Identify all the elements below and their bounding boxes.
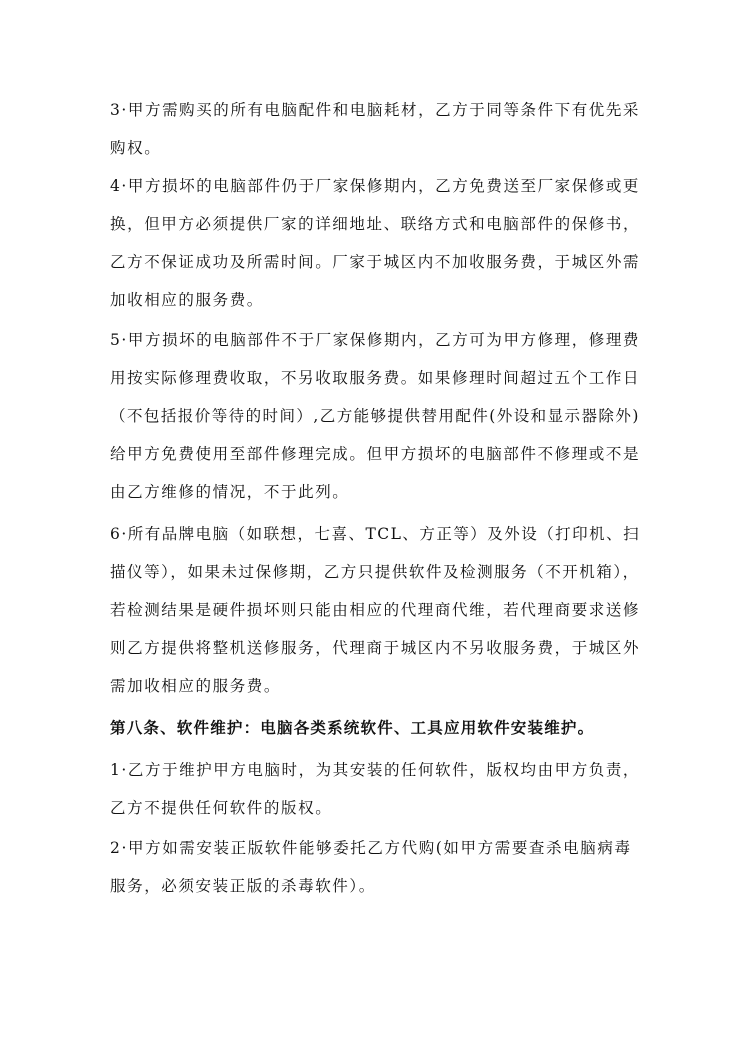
text-line: 1·乙方于维护甲方电脑时，为其安装的任何软件，版权均由甲方负责， (110, 761, 640, 779)
text-line: 6·所有品牌电脑（如联想，七喜、TCL、方正等）及外设（打印机、扫 (110, 525, 641, 543)
text-line: 描仪等），如果未过保修期，乙方只提供软件及检测服务（不开机箱）， (110, 563, 640, 581)
text-line: 给甲方免费使用至部件修理完成。但甲方损坏的电脑部件不修理或不是 (110, 445, 641, 463)
text-line: 购权。 (110, 139, 162, 157)
text-line: 由乙方维修的情况，不于此列。 (110, 483, 350, 501)
section-heading: 第八条、软件维护：电脑各类系统软件、工具应用软件安装维护。 (110, 719, 595, 737)
text-line: 则乙方提供将整机送修服务，代理商于城区内不另收服务费，于城区外 (110, 639, 641, 657)
text-line: 4·甲方损坏的电脑部件仍于厂家保修期内，乙方免费送至厂家保修或更 (110, 177, 640, 195)
text-line: 2·甲方如需安装正版软件能够委托乙方代购(如甲方需要查杀电脑病毒 (110, 839, 632, 857)
text-line: 用按实际修理费收取，不另收取服务费。如果修理时间超过五个工作日 (110, 369, 641, 387)
text-line: 乙方不提供任何软件的版权。 (110, 799, 333, 817)
text-line: 服务，必须安装正版的杀毒软件）。 (110, 877, 376, 895)
text-line: 5·甲方损坏的电脑部件不于厂家保修期内，乙方可为甲方修理，修理费 (110, 331, 640, 349)
text-line: 需加收相应的服务费。 (110, 677, 282, 695)
text-line: 加收相应的服务费。 (110, 291, 264, 309)
text-line: 换，但甲方必须提供厂家的详细地址、联络方式和电脑部件的保修书， (110, 215, 641, 233)
text-line: （不包括报价等待的时间）,乙方能够提供替用配件(外设和显示器除外) (110, 407, 640, 425)
text-line: 3·甲方需购买的所有电脑配件和电脑耗材，乙方于同等条件下有优先采 (110, 101, 640, 119)
text-line: 乙方不保证成功及所需时间。厂家于城区内不加收服务费，于城区外需 (110, 253, 641, 271)
text-line: 若检测结果是硬件损坏则只能由相应的代理商代维，若代理商要求送修 (110, 601, 641, 619)
